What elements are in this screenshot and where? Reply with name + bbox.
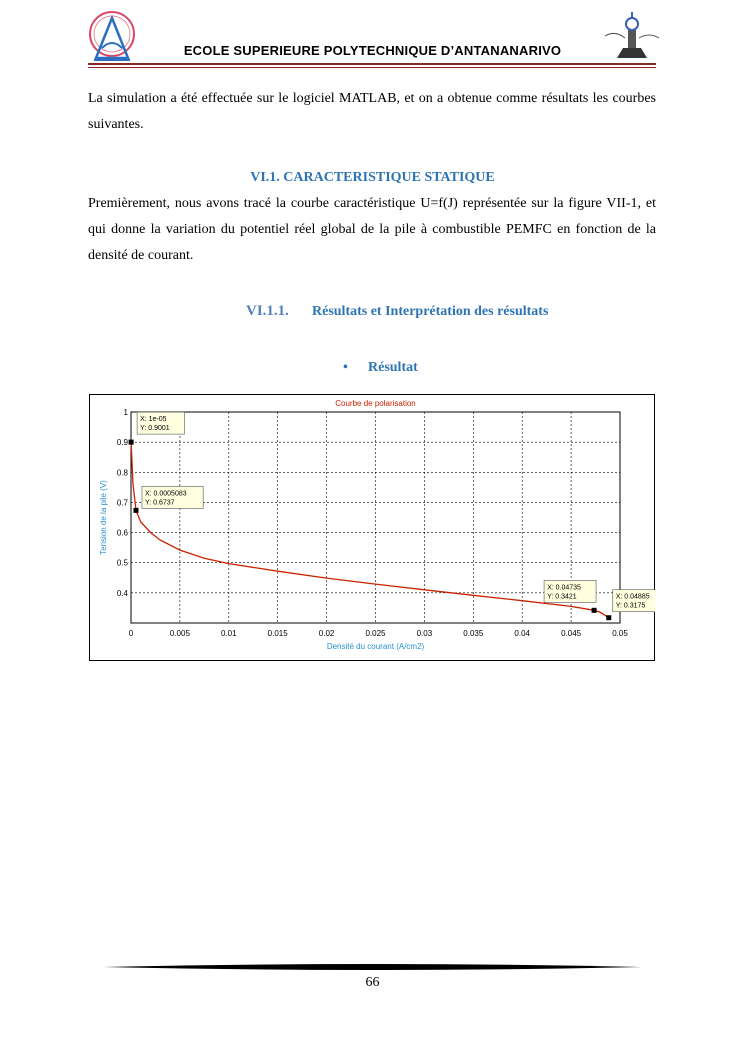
chart-y-axis-label: Tension de la pile (V) (99, 480, 108, 555)
x-tick-label: 0.015 (267, 629, 288, 638)
section-heading: VI.1. CARACTERISTIQUE STATIQUE (250, 170, 495, 185)
series-line (131, 442, 609, 618)
x-tick-label: 0.02 (318, 629, 335, 638)
y-tick-label: 0.5 (116, 558, 128, 568)
intro-paragraph: La simulation a été effectuée sur le logiciel MATLAB, et on a obtenue comme résultats les courbes suivantes. (88, 91, 656, 132)
page-header-title: ECOLE SUPERIEURE POLYTECHNIQUE D’ANTANANARIVO (183, 43, 562, 58)
x-tick-label: 0.025 (365, 629, 386, 638)
section-paragraph: Premièrement, nous avons tracé la courbe caractéristique U=f(J) représentée sur la figure VII-1, et qui donne la variation du potentiel réel global de la pile à combustible PEMFC en fonction de la densité de courant. (88, 196, 656, 263)
chart-title: Courbe de polarisation (335, 399, 416, 408)
datatip-marker (606, 615, 611, 620)
datatip-x-label: X: 0.04885 (615, 593, 650, 601)
header-rule (88, 63, 656, 65)
datatip-y-label: Y: 0.6737 (144, 499, 175, 507)
x-tick-label: 0.01 (221, 629, 237, 638)
y-tick-label: 0.9 (116, 438, 128, 448)
bullet-label: Résultat (368, 360, 418, 375)
datatip-x-label: X: 1e-05 (140, 416, 167, 424)
datatip-marker (129, 440, 134, 445)
y-tick-label: 0.6 (116, 528, 128, 538)
datatip-x-label: X: 0.04735 (547, 584, 581, 592)
page-number: 66 (365, 975, 380, 990)
bullet-icon: • (343, 360, 348, 375)
polarization-chart (89, 394, 655, 661)
datatip-x-label: X: 0.0005083 (144, 490, 187, 498)
chart-datatips (129, 412, 655, 620)
x-tick-label: 0.035 (463, 629, 484, 638)
datatip-marker (133, 508, 138, 513)
subsection-title: Résultats et Interprétation des résultats (312, 304, 549, 319)
y-tick-label: 0.8 (116, 468, 128, 478)
header-rule-thin (88, 67, 656, 68)
bullet-item (343, 360, 418, 376)
chart-line-layer (131, 442, 609, 618)
datatip-y-label: Y: 0.3175 (615, 602, 646, 610)
datatip-y-label: Y: 0.9001 (140, 425, 170, 433)
footer-rule (104, 962, 642, 972)
datatip-marker (592, 608, 597, 613)
chart-x-axis-label: Densité du courant (A/cm2) (326, 642, 425, 651)
y-tick-label: 0.7 (116, 498, 128, 508)
x-tick-label: 0 (128, 629, 134, 638)
x-tick-label: 0.005 (169, 629, 190, 638)
subsection-heading (246, 302, 548, 320)
y-tick-label: 1 (123, 408, 128, 417)
subsection-number: VI.1.1. (246, 303, 289, 319)
x-tick-label: 0.05 (612, 629, 628, 638)
x-tick-label: 0.045 (561, 629, 582, 638)
x-tick-label: 0.04 (514, 629, 530, 638)
x-tick-label: 0.03 (416, 629, 433, 638)
y-tick-label: 0.4 (116, 588, 128, 598)
datatip-y-label: Y: 0.3421 (547, 593, 577, 601)
